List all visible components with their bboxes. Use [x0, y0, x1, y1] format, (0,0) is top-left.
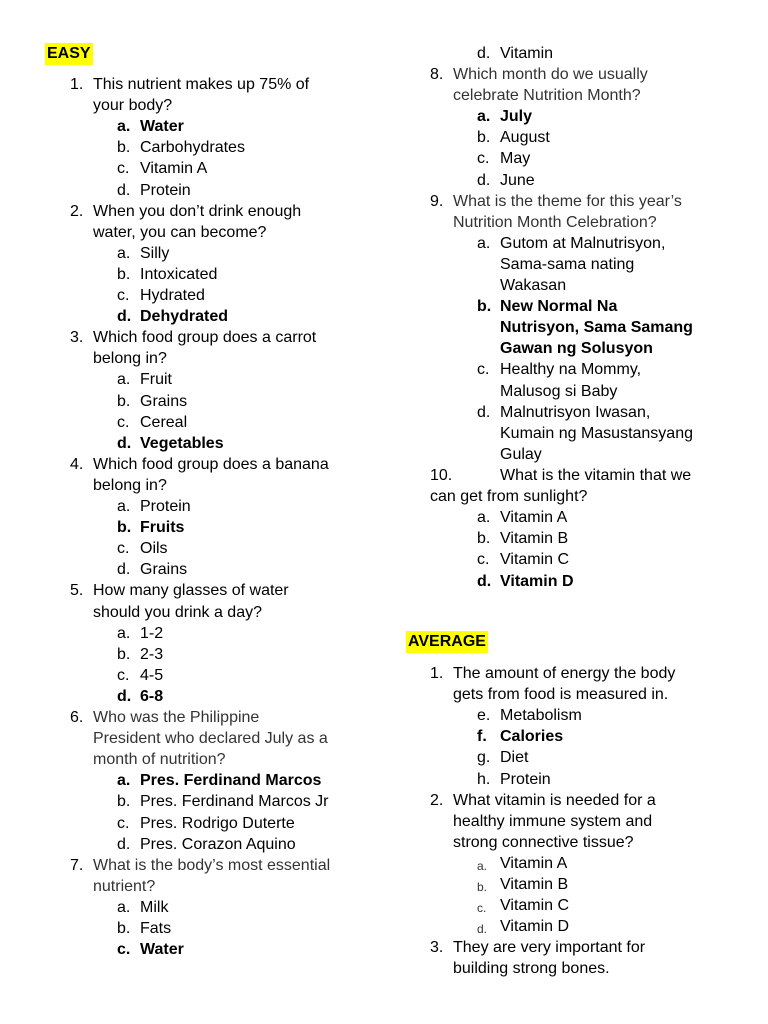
option-letter: a.: [477, 509, 491, 527]
question-number: 8.: [430, 66, 444, 83]
option-text: May: [500, 150, 531, 168]
option-text: Malusog si Baby: [500, 382, 618, 400]
option-text: Protein: [140, 181, 191, 199]
option-text: Protein: [140, 498, 191, 515]
option-text: Diet: [500, 749, 529, 767]
option-letter: a.: [117, 624, 131, 642]
option-text: 2-3: [140, 645, 164, 663]
option-text: Vitamin D: [500, 572, 574, 590]
question-text: belong in?: [93, 476, 167, 494]
question-text: What is the vitamin that we: [500, 467, 692, 484]
option-text: Vitamin A: [140, 160, 208, 178]
option-text: Vitamin B: [500, 530, 569, 548]
option-letter: b.: [117, 920, 131, 937]
option-text: Carbohydrates: [140, 139, 245, 157]
option-letter: b.: [477, 129, 491, 147]
question-text: can get from sunlight?: [430, 488, 588, 506]
option-letter: e.: [477, 707, 491, 725]
option-text: Vitamin: [500, 45, 554, 62]
option-letter: d.: [477, 922, 488, 937]
option-letter: g.: [477, 749, 491, 767]
question-text: belong in?: [93, 350, 167, 368]
question-number: 3.: [430, 939, 444, 957]
question-text: should you drink a day?: [93, 603, 262, 621]
option-text: Fruits: [140, 519, 185, 537]
option-letter: f.: [477, 728, 487, 746]
question-text: month of nutrition?: [93, 751, 226, 769]
option-letter: a.: [477, 108, 491, 126]
question-number: 1.: [70, 76, 84, 93]
question-text: This nutrient makes up 75% of: [93, 76, 310, 93]
option-text: Fruit: [140, 371, 172, 389]
option-text: Grains: [140, 561, 188, 579]
easy-heading: EASY: [45, 43, 93, 65]
question-text: Nutrition Month Celebration?: [453, 213, 657, 231]
option-text: Wakasan: [500, 277, 567, 294]
question-number: 3.: [70, 329, 84, 347]
option-letter: d.: [477, 403, 491, 421]
option-letter: c.: [117, 941, 131, 959]
question-text: building strong bones.: [453, 960, 610, 978]
option-letter: c.: [477, 901, 487, 916]
option-text: Grains: [140, 392, 188, 410]
option-letter: h.: [477, 770, 491, 788]
option-text: Calories: [500, 728, 564, 746]
option-text: New Normal Na: [500, 298, 618, 316]
question-text: The amount of energy the body: [453, 665, 676, 682]
option-letter: d.: [117, 308, 132, 326]
option-text: Sama-sama nating: [500, 255, 635, 273]
question-text: What is the body’s most essential: [93, 856, 331, 874]
option-letter: b.: [117, 139, 131, 157]
option-text: June: [500, 171, 535, 189]
option-letter: b.: [117, 645, 131, 663]
option-letter: a.: [117, 371, 131, 389]
option-text: Cereal: [140, 413, 188, 431]
option-letter: c.: [477, 361, 490, 379]
option-text: Vitamin B: [500, 876, 569, 893]
question-text: Who was the Philippine: [93, 709, 260, 726]
option-letter: d.: [117, 561, 131, 579]
option-letter: d.: [117, 835, 131, 853]
question-text: Which food group does a banana: [93, 455, 329, 473]
option-letter: c.: [117, 413, 130, 431]
option-letter: b.: [117, 793, 131, 811]
question-text: They are very important for: [453, 939, 646, 957]
average-heading: AVERAGE: [406, 631, 488, 653]
question-text: Which month do we usually: [453, 66, 648, 83]
option-text: August: [500, 129, 550, 147]
option-text: Metabolism: [500, 707, 582, 725]
question-number: 7.: [70, 856, 84, 874]
option-letter: d.: [477, 171, 491, 189]
option-text: Pres. Ferdinand Marcos Jr: [140, 793, 329, 811]
option-text: Fats: [140, 920, 172, 937]
option-letter: c.: [117, 540, 130, 558]
question-number: 5.: [70, 582, 84, 600]
option-letter: d.: [117, 687, 132, 705]
question-text: healthy immune system and: [453, 812, 653, 830]
option-text: Gulay: [500, 445, 542, 463]
option-text: Kumain ng Masustansyang: [500, 424, 693, 442]
question-number: 2.: [70, 202, 84, 220]
question-text: President who declared July as a: [93, 730, 328, 748]
option-letter: b.: [477, 298, 492, 316]
question-text: Which food group does a carrot: [93, 329, 317, 347]
option-letter: c.: [117, 814, 130, 832]
question-text: When you don’t drink enough: [93, 202, 302, 220]
option-text: 4-5: [140, 666, 164, 684]
question-text: strong connective tissue?: [453, 833, 634, 851]
option-letter: c.: [117, 666, 130, 684]
option-letter: a.: [477, 858, 488, 873]
option-letter: b.: [477, 880, 488, 894]
option-text: Water: [140, 941, 184, 959]
option-letter: d.: [477, 572, 492, 590]
option-text: Milk: [140, 898, 169, 916]
option-text: Dehydrated: [140, 308, 229, 326]
option-text: Water: [140, 118, 184, 136]
option-letter: b.: [117, 265, 131, 283]
option-letter: a.: [117, 898, 131, 916]
option-letter: c.: [477, 551, 490, 569]
option-text: July: [500, 108, 533, 126]
option-letter: a.: [117, 118, 131, 136]
option-letter: d.: [117, 181, 131, 199]
question-text: What vitamin is needed for a: [453, 791, 656, 809]
option-text: Gawan ng Solusyon: [500, 340, 653, 358]
option-text: Vitamin C: [500, 897, 570, 915]
question-text: How many glasses of water: [93, 582, 289, 600]
question-text: What is the theme for this year’s: [453, 192, 682, 210]
question-text: water, you can become?: [93, 223, 267, 241]
option-letter: b.: [117, 392, 131, 410]
question-number: 1.: [430, 665, 444, 682]
option-text: Vitamin D: [500, 918, 570, 936]
option-text: Hydrated: [140, 287, 205, 304]
option-text: 6-8: [140, 687, 164, 705]
option-letter: a.: [117, 498, 131, 515]
option-letter: b.: [117, 519, 132, 537]
option-text: Oils: [140, 540, 168, 558]
option-text: Malnutrisyon Iwasan,: [500, 403, 651, 421]
question-text: gets from food is measured in.: [453, 686, 669, 704]
option-letter: a.: [117, 772, 131, 790]
option-text: Protein: [500, 770, 551, 788]
option-letter: a.: [477, 234, 491, 252]
question-text: celebrate Nutrition Month?: [453, 87, 641, 105]
option-text: Pres. Corazon Aquino: [140, 835, 296, 853]
option-text: 1-2: [140, 624, 164, 642]
option-text: Pres. Rodrigo Duterte: [140, 814, 295, 832]
option-text: Gutom at Malnutrisyon,: [500, 234, 666, 252]
option-text: Intoxicated: [140, 265, 218, 283]
option-text: Vitamin A: [500, 854, 568, 872]
option-letter: d.: [477, 45, 491, 62]
option-text: Nutrisyon, Sama Samang: [500, 319, 693, 337]
option-letter: c.: [117, 287, 130, 304]
question-number: 10.: [430, 467, 453, 484]
question-number: 2.: [430, 791, 444, 809]
option-letter: b.: [477, 530, 491, 548]
option-text: Vitamin A: [500, 509, 568, 527]
question-number: 4.: [70, 455, 84, 473]
option-letter: a.: [117, 244, 131, 262]
question-number: 6.: [70, 709, 84, 726]
option-text: Vegetables: [140, 434, 224, 452]
option-letter: c.: [117, 160, 130, 178]
option-text: Vitamin C: [500, 551, 570, 569]
option-letter: c.: [477, 150, 490, 168]
option-text: Pres. Ferdinand Marcos: [140, 772, 322, 790]
question-text: nutrient?: [93, 877, 156, 895]
option-letter: d.: [117, 434, 132, 452]
question-number: 9.: [430, 192, 444, 210]
question-text: your body?: [93, 97, 173, 115]
option-text: Healthy na Mommy,: [500, 361, 642, 379]
option-text: Silly: [140, 244, 170, 262]
